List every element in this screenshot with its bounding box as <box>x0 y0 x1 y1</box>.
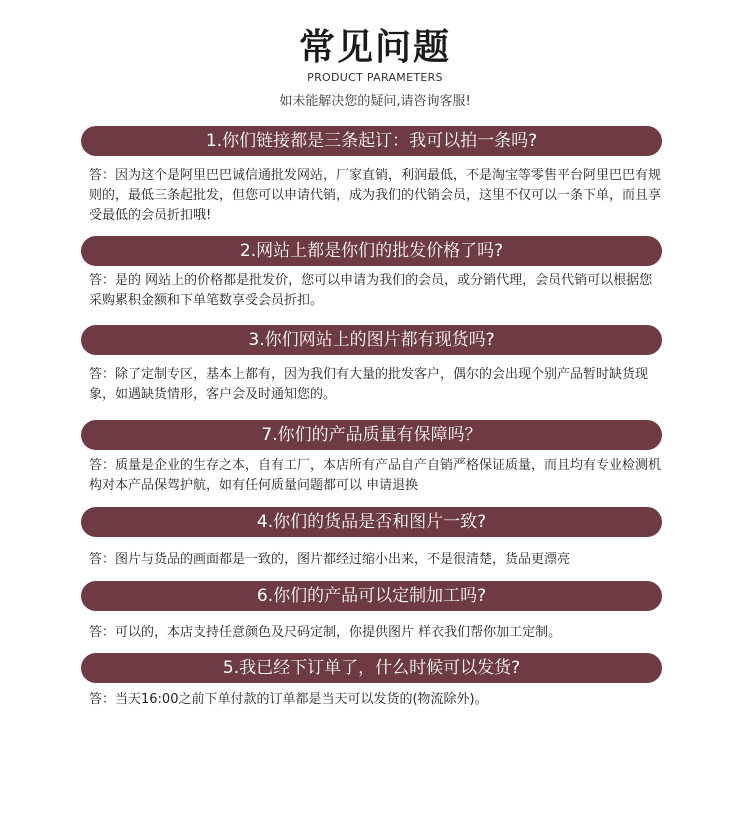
page-subtitle: PRODUCT PARAMETERS <box>307 71 443 84</box>
faq-answer-3: 答：除了定制专区，基本上都有，因为我们有大量的批发客户，偶尔的会出现个别产品暂时缺货现象，如遇缺货情形，客户会及时通知您的。 <box>89 367 649 402</box>
faq-answer-7: 答：当天16:00之前下单付款的订单都是当天可以发货的(物流除外)。 <box>89 692 488 707</box>
faq-answer-6: 答：可以的，本店支持任意颜色及尺码定制，你提供图片 样衣我们帮你加工定制。 <box>89 625 562 640</box>
faq-question-7: 5.我已经下订单了，什么时候可以发货? <box>81 653 662 683</box>
faq-answer-1: 答：因为这个是阿里巴巴诚信通批发网站，厂家直销，利润最低，不是淘宝等零售平台阿里巴巴有规则的，最低三条起批发，但您可以申请代销，成为我们的代销会员，这里不仅可以一条下单，而且享受最低的会员折扣哦! <box>89 168 662 223</box>
faq-answer-4: 答：质量是企业的生存之本，自有工厂，本店所有产品自产自销严格保证质量，而且均有专业检测机构对本产品保驾护航，如有任何质量问题都可以 申请退换 <box>89 458 662 493</box>
faq-question-6: 6.你们的产品可以定制加工吗? <box>81 581 662 611</box>
faq-question-3: 3.你们网站上的图片都有现货吗? <box>81 325 662 355</box>
faq-question-4: 7.你们的产品质量有保障吗？ <box>81 420 662 450</box>
faq-answer-2: 答：是的 网站上的价格都是批发价，您可以申请为我们的会员，或分销代理，会员代销可以根据您采购累积金额和下单笔数享受会员折扣。 <box>89 273 653 308</box>
faq-question-1: 1.你们链接都是三条起订：我可以拍一条吗? <box>81 126 662 156</box>
help-note: 如未能解决您的疑问,请咨询客服! <box>279 94 471 109</box>
page-title: 常见问题 <box>298 27 451 68</box>
faq-question-5: 4.你们的货品是否和图片一致? <box>81 507 662 537</box>
faq-answer-5: 答：图片与货品的画面都是一致的，图片都经过缩小出来，不是很清楚，货品更漂亮 <box>89 552 571 567</box>
faq-question-2: 2.网站上都是你们的批发价格了吗? <box>81 236 662 266</box>
